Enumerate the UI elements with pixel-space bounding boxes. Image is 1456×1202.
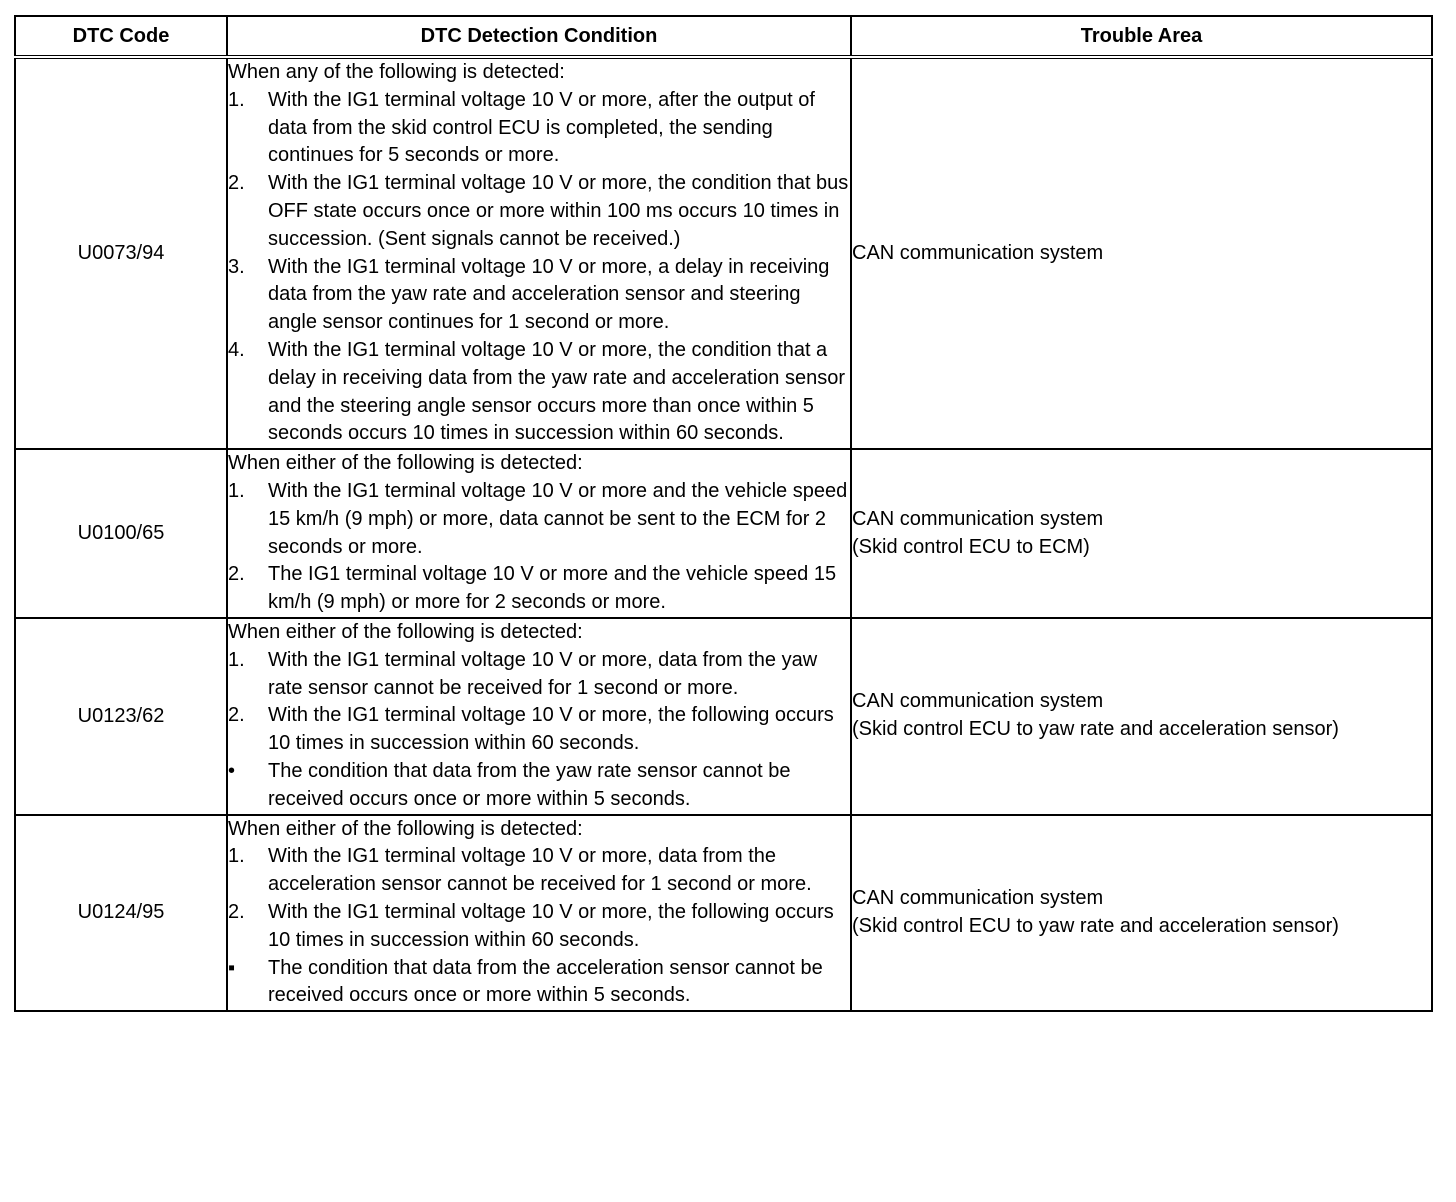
- list-item: [228, 478, 850, 561]
- detection-condition-cell: [227, 618, 851, 815]
- trouble-area-cell: [851, 618, 1432, 815]
- header-dtc-code: DTC Code: [15, 16, 227, 57]
- trouble-area-cell: [851, 57, 1432, 449]
- dtc-code-cell: U0124/95: [15, 815, 227, 1012]
- list-item: [228, 702, 850, 758]
- list-marker: 2.: [228, 172, 245, 195]
- condition-list: [228, 647, 850, 814]
- list-item: [228, 758, 850, 814]
- detection-condition-cell: [227, 449, 851, 618]
- dtc-code-cell: U0073/94: [15, 57, 227, 449]
- trouble-area-line: CAN communication system: [852, 887, 1104, 909]
- condition-list: [228, 478, 850, 617]
- list-item: [228, 647, 850, 703]
- list-item-text: With the IG1 terminal voltage 10 V or more, the following occurs 10 times in succession within 60 seconds.: [268, 900, 834, 951]
- list-marker: 1.: [228, 479, 245, 502]
- dtc-table: [14, 15, 1433, 1012]
- list-item-text: With the IG1 terminal voltage 10 V or more, the condition that a delay in receiving data from the yaw rate and acceleration sensor and the steering angle sensor occurs more than once within 5 seconds occurs 10 times in succession within 60 seconds.: [268, 338, 845, 445]
- condition-list: [228, 87, 850, 448]
- list-item-text: With the IG1 terminal voltage 10 V or more, a delay in receiving data from the yaw rate and acceleration sensor and steering angle sensor continues for 1 second or more.: [268, 255, 830, 334]
- condition-intro: When either of the following is detected:: [228, 620, 583, 643]
- table-row: [15, 57, 1432, 449]
- header-trouble-area: Trouble Area: [851, 16, 1432, 57]
- table-row: [15, 815, 1432, 1012]
- detection-condition-cell: [227, 815, 851, 1012]
- list-marker: 4.: [228, 338, 245, 361]
- list-item: [228, 561, 850, 617]
- list-marker: 3.: [228, 255, 245, 278]
- list-item: [228, 170, 850, 253]
- list-item-text: The condition that data from the yaw rate sensor cannot be received occurs once or more within 5 seconds.: [268, 759, 791, 810]
- condition-intro: When either of the following is detected:: [228, 817, 583, 840]
- trouble-area-line: (Skid control ECU to yaw rate and acceleration sensor): [852, 718, 1339, 741]
- list-item-text: The IG1 terminal voltage 10 V or more and the vehicle speed 15 km/h (9 mph) or more for 2 seconds or more.: [268, 563, 837, 614]
- trouble-area-line: CAN communication system: [852, 241, 1104, 264]
- list-item-text: With the IG1 terminal voltage 10 V or more, data from the yaw rate sensor cannot be received for 1 second or more.: [268, 648, 818, 699]
- list-item-text: With the IG1 terminal voltage 10 V or more and the vehicle speed 15 km/h (9 mph) or more, data cannot be sent to the ECM for 2 seconds or more.: [268, 479, 848, 558]
- list-marker: 1.: [228, 88, 245, 111]
- dtc-code-cell: U0123/62: [15, 618, 227, 815]
- trouble-area-line: (Skid control ECU to ECM): [852, 535, 1090, 558]
- list-marker: 2.: [228, 900, 245, 923]
- header-detection-condition: DTC Detection Condition: [227, 16, 851, 57]
- list-item: [228, 899, 850, 955]
- list-marker: •: [228, 759, 236, 782]
- list-marker: ▪: [228, 956, 236, 979]
- list-item-text: With the IG1 terminal voltage 10 V or more, after the output of data from the skid control ECU is completed, the sending continues for 5 seconds or more.: [268, 88, 815, 167]
- list-item: [228, 843, 850, 899]
- condition-intro: When any of the following is detected:: [228, 61, 565, 83]
- list-item: [228, 254, 850, 337]
- table-row: [15, 449, 1432, 618]
- table-row: [15, 618, 1432, 815]
- list-item: [228, 337, 850, 448]
- detection-condition-cell: [227, 57, 851, 449]
- list-item: [228, 955, 850, 1011]
- list-item-text: The condition that data from the acceleration sensor cannot be received occurs once or more within 5 seconds.: [268, 956, 823, 1007]
- list-marker: 2.: [228, 704, 245, 727]
- list-item-text: With the IG1 terminal voltage 10 V or more, the condition that bus OFF state occurs once or more within 100 ms occurs 10 times in succession. (Sent signals cannot be received.): [268, 172, 849, 250]
- list-marker: 2.: [228, 563, 245, 586]
- trouble-area-cell: [851, 449, 1432, 618]
- list-item: [228, 87, 850, 170]
- trouble-area-cell: [851, 815, 1432, 1012]
- trouble-area-line: (Skid control ECU to yaw rate and acceleration sensor): [852, 914, 1339, 937]
- list-marker: 1.: [228, 648, 245, 671]
- condition-intro: When either of the following is detected:: [228, 452, 583, 475]
- trouble-area-line: CAN communication system: [852, 690, 1104, 713]
- condition-list: [228, 843, 850, 1010]
- header-row: [15, 16, 1432, 57]
- list-item-text: With the IG1 terminal voltage 10 V or more, the following occurs 10 times in succession within 60 seconds.: [268, 704, 834, 755]
- trouble-area-line: CAN communication system: [852, 507, 1104, 530]
- list-item-text: With the IG1 terminal voltage 10 V or more, data from the acceleration sensor cannot be received for 1 second or more.: [268, 845, 812, 896]
- dtc-code-cell: U0100/65: [15, 449, 227, 618]
- list-marker: 1.: [228, 845, 245, 868]
